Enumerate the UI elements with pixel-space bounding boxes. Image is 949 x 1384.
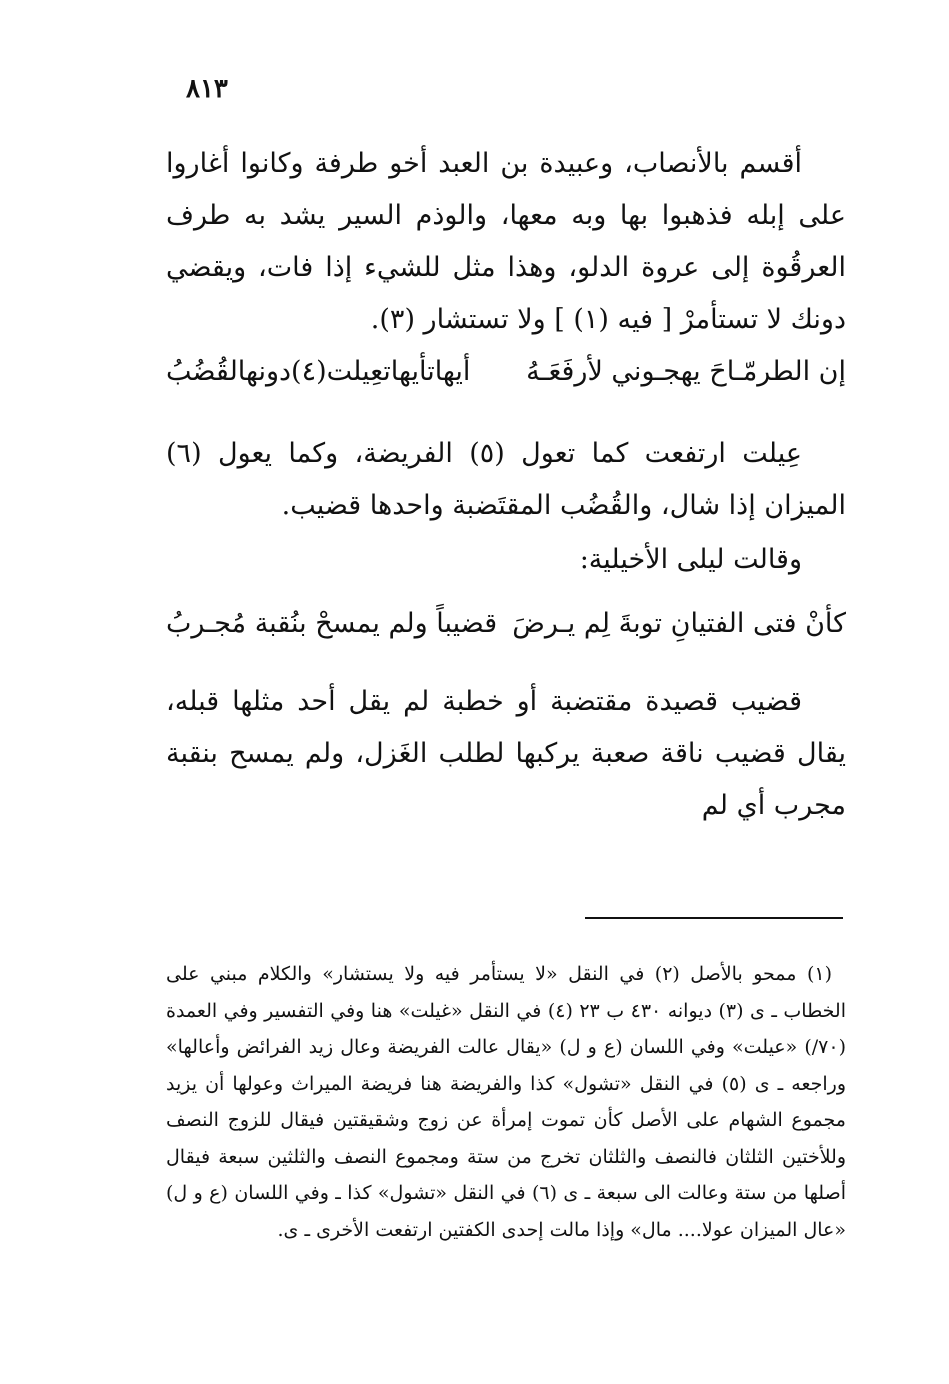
page-number: ٨١٣ [186,74,228,104]
body-paragraph-1 [166,138,846,346]
paragraph-text: عِيلت ارتفعت كما تعول (٥) الفريضة، وكما يعول (٦) الميزان إذا شال، والقُضُب المقتَضبة واحدها قضيب. [166,438,846,521]
verse-1-first-hemistich: إن الطرمّـاحَ يهجـوني لأرفَعَـهُ [526,356,846,387]
verse-1-second-hemistich: أيهاتأيهاتعِيلت(٤)دونهالقُضُبُ [166,356,471,387]
paragraph-text: وقالت ليلى الأخيلية: [579,544,802,575]
paragraph-text: قضيب قصيدة مقتضبة أو خطبة لم يقل أحد مثلها قبله، يقال قضيب ناقة صعبة يركبها لطلب الغَزل، ولم يمسح بنقبة مجرب أي لم [166,686,846,821]
body-paragraph-3 [166,534,846,586]
footnote-separator [585,917,843,919]
verse-1 [166,346,846,398]
footnotes-text: (١) ممحو بالأصل (٢) في النقل «لا يستأمر فيه ولا يستشار» والكلام مبني على الخطاب ـ ى (٣) ديوانه ٤٣٠ ب ٢٣ (٤) في النقل «غيلت» هنا وفي التفسير وفي العمدة (٧٠/) «عيلت» وفي اللسان (ع و ل) «يقال عالت الفريضة وعال زيد الفرائض وأعالها» وراجعه ـ ى (٥) في النقل «تشول» كذا والفريضة هنا فريضة الميراث وعولها أن يزيد مجموع الشهام على الأصل كأن تموت إمرأة عن زوج وشقيقتين فيقال للزوج النصف وللأختين الثلثان فالنصف والثلثان تخرج من ستة ومجموع النصف والثلثين سبعة فيقال أصلها من ستة وعالت الى سبعة ـ ى (٦) في النقل «تشول» كذا ـ وفي اللسان (ع و ل) «عال الميزان عولا.... مال» وإذا مالت إحدى الكفتين ارتفعت الأخرى ـ ى. [166,963,847,1241]
footnotes [166,956,846,1248]
paragraph-text: أقسم بالأنصاب، وعبيدة بن العبد أخو طرفة وكانوا أغاروا على إبله فذهبوا بها وبه معها، والوذم السير يشد به طرف العرقُوة إلى عروة الدلو، وهذا مثل للشيء إذا فات، ويقضي دونك لا تستأمرْ [ فيه (١) ] ولا تستشار (٣). [166,148,846,335]
body-paragraph-4 [166,676,846,832]
verse-2-second-hemistich: قضيباً ولم يمسحْ بنُقبة مُجـربُ [166,608,498,639]
verse-2 [166,598,846,650]
body-paragraph-2 [166,428,846,532]
verse-2-first-hemistich: كأنْ فتى الفتيانِ توبةَ لِم يـرضَ [512,608,846,639]
